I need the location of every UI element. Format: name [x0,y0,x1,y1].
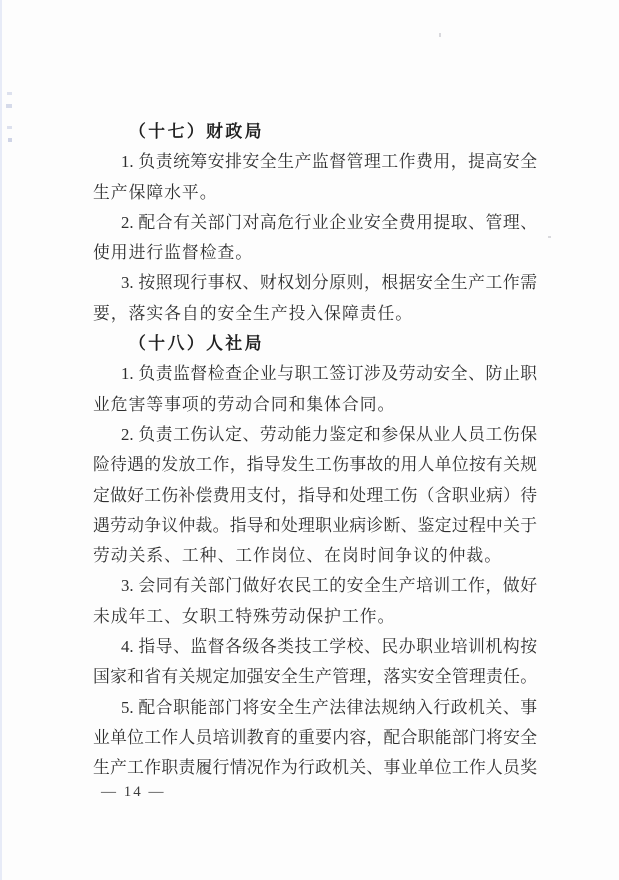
scan-speck [8,138,12,142]
text-line: 3. 按照现行事权、财权划分原则，根据安全生产工作需 [121,273,537,293]
scan-edge-artifact [0,0,2,880]
text-line: 1. 负责监督检查企业与职工签订涉及劳动安全、防止职 [121,364,537,384]
text-line: 生产工作职责履行情况作为行政机关、事业单位工作人员奖 [93,758,537,778]
text-line: 业单位工作人员培训教育的重要内容，配合职能部门将安全 [93,727,537,747]
text-line: 劳动关系、工种、工作岗位、在岗时间争议的仲裁。 [93,546,502,566]
text-line: 定做好工伤补偿费用支付，指导和处理工伤（含职业病）待 [93,485,537,505]
text-line: 未成年工、女职工特殊劳动保护工作。 [93,606,396,626]
text-line: 2. 负责工伤认定、劳动能力鉴定和参保从业人员工伤保 [121,424,537,444]
scan-speck [7,92,12,95]
scan-speck [439,33,441,37]
text-line: 国家和省有关规定加强安全生产管理，落实安全管理责任。 [93,667,537,687]
text-line: 3. 会同有关部门做好农民工的安全生产培训工作，做好 [121,576,537,596]
text-line: 业危害等事项的劳动合同和集体合同。 [93,394,396,414]
text-block [93,117,537,784]
scan-speck [548,236,551,238]
text-line: 生产保障水平。 [93,182,218,202]
text-line: 要，落实各自的安全生产投入保障责任。 [93,303,414,323]
text-line: 使用进行监督检查。 [93,243,254,263]
text-line: 2. 配合有关部门对高危行业企业安全费用提取、管理、 [121,212,537,232]
text-line: 4. 指导、监督各级各类技工学校、民办职业培训机构按 [121,637,537,657]
scan-speck [6,104,12,108]
section-heading: （十八）人社局 [129,334,264,354]
scan-speck [7,126,12,129]
text-line: 遇劳动争议仲裁。指导和处理职业病诊断、鉴定过程中关于 [93,515,537,535]
text-line: 5. 配合职能部门将安全生产法律法规纳入行政机关、事 [121,697,537,717]
text-line: 险待遇的发放工作，指导发生工伤事故的用人单位按有关规 [93,455,537,475]
section-heading: （十七）财政局 [129,122,264,141]
page-number: — 14 — [101,784,166,800]
text-line: 1. 负责统筹安排安全生产监督管理工作费用，提高安全 [121,152,537,172]
